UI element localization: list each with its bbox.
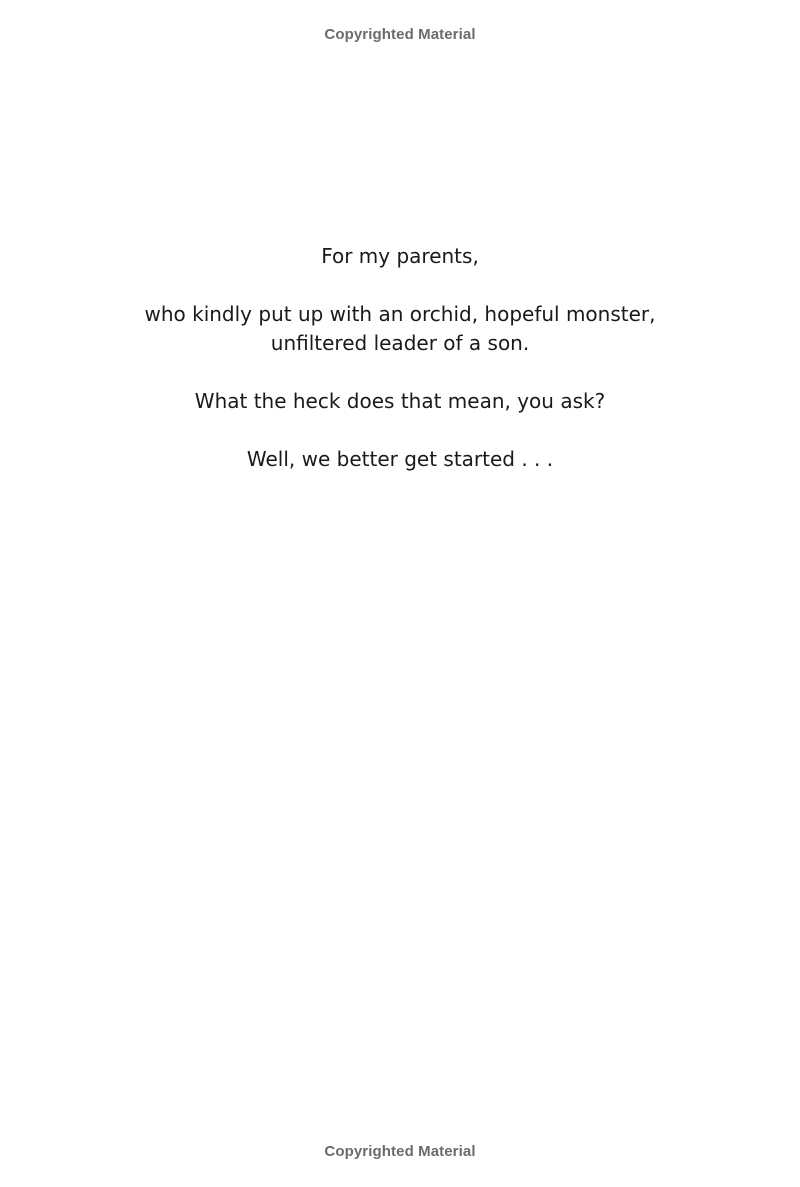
copyright-watermark-top: Copyrighted Material [324, 26, 476, 43]
dedication-body [0, 300, 800, 358]
dedication-opening [0, 242, 800, 271]
dedication-line: What the heck does that mean, you ask? [194, 389, 606, 413]
dedication-question [0, 387, 800, 416]
dedication-line: who kindly put up with an orchid, hopeful monster, [144, 302, 656, 326]
dedication-line: unfiltered leader of a son. [270, 331, 530, 355]
dedication-line: Well, we better get started . . . [246, 447, 554, 471]
dedication-closing [0, 445, 800, 474]
copyright-watermark-bottom: Copyrighted Material [324, 1143, 476, 1160]
dedication-line: For my parents, [321, 244, 479, 268]
dedication-block [0, 242, 800, 503]
